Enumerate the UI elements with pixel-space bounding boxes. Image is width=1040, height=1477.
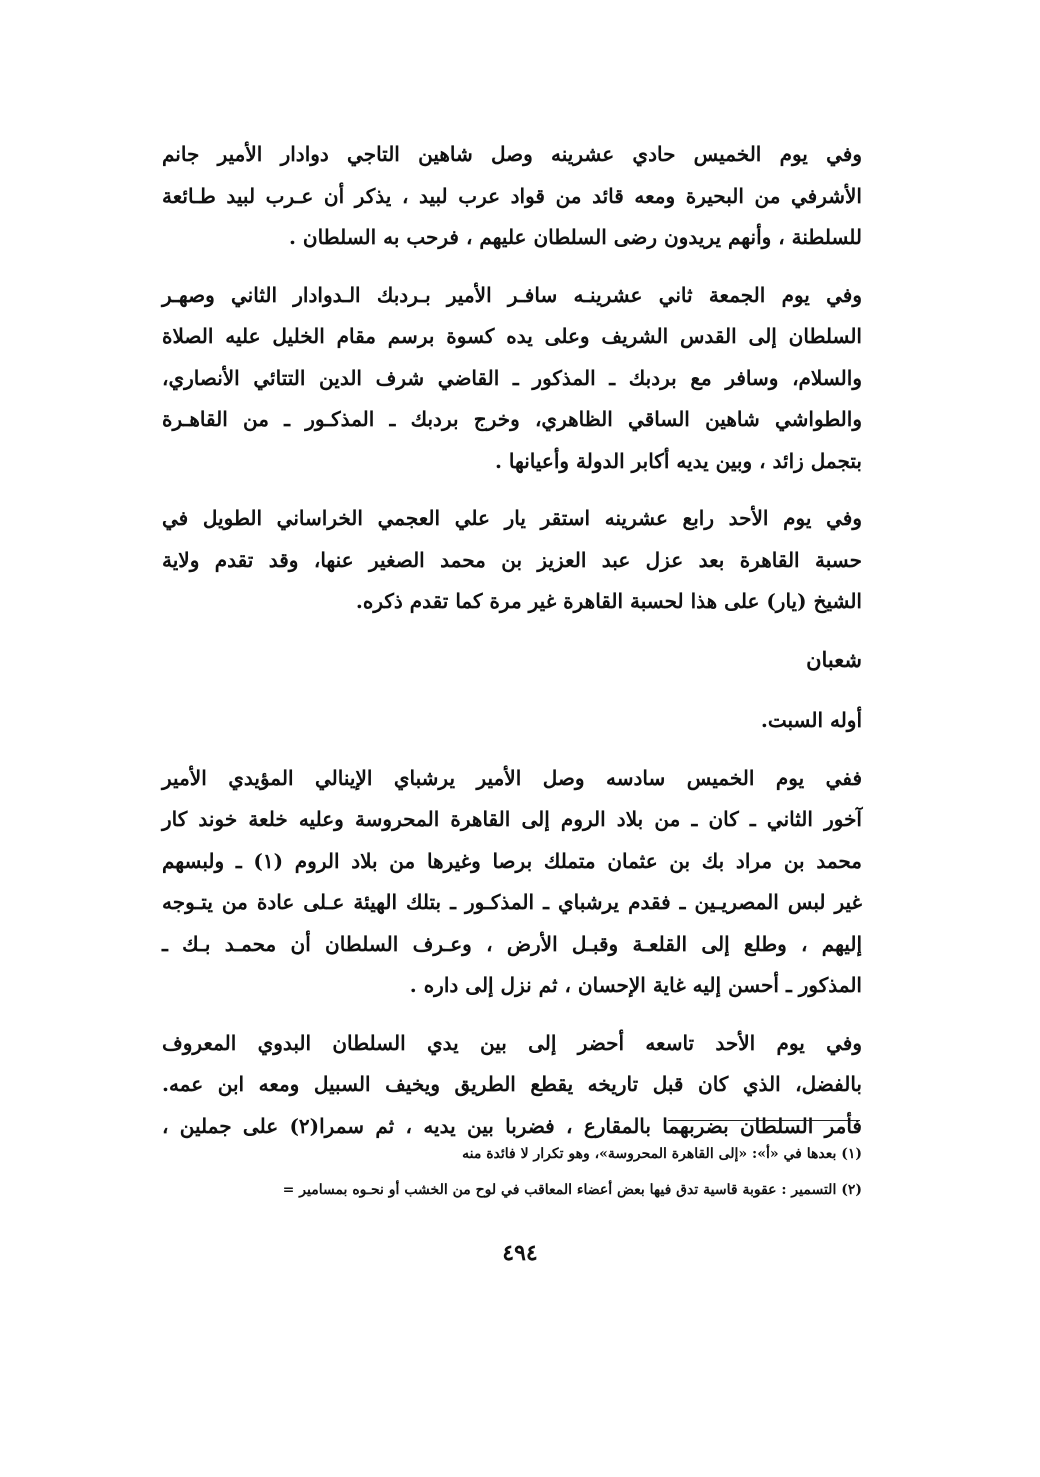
section-heading: شعبان bbox=[806, 646, 862, 672]
text-line: فأمر السلطان بضربهما بالمقارع ، فضربا بين يديه ، ثم سمرا(٢) على جملين ، bbox=[162, 1113, 862, 1138]
text-line: وفي يوم الأحد رابع عشرينه استقر يار علي العجمي الخراساني الطويل في bbox=[162, 506, 862, 530]
footnote-divider bbox=[668, 1120, 860, 1121]
text-line: السلطان إلى القدس الشريف وعلى يده كسوة برسم مقام الخليل عليه الصلاة bbox=[162, 324, 862, 348]
text-line: المذكور ـ أحسن إليه غاية الإحسان ، ثم نزل إلى داره . bbox=[409, 973, 862, 997]
paragraph-1 bbox=[162, 134, 862, 259]
text-line: والسلام، وسافر مع بردبك ـ المذكور ـ القاضي شرف الدين التتائي الأنصاري، bbox=[162, 365, 862, 390]
text-line: الشيخ (يار) على هذا لحسبة القاهرة غير مرة كما تقدم ذكره. bbox=[355, 589, 862, 613]
paragraph-2 bbox=[162, 275, 862, 483]
text-line: الأشرفي من البحيرة ومعه قائد من قواد عرب لبيد ، يذكر أن عـرب لبيد طـائعة bbox=[162, 183, 862, 208]
text-line: غير لبس المصريـين ـ فقدم يرشباي ـ المذكـور ـ بتلك الهيئة عـلى عادة من يتـوجه bbox=[162, 890, 862, 914]
text-line: للسلطنة ، وأنهم يريدون رضى السلطان عليهم ، فرحب به السلطان . bbox=[288, 225, 862, 249]
footnote-2: (٢) التسمير : عقوبة قاسية تدق فيها بعض أعضاء المعاقب في لوح من الخشب أو نحـوه بمسامير = bbox=[282, 1182, 862, 1198]
text-line: ففي يوم الخميس سادسه وصل الأمير يرشباي الإينالي المؤيدي الأمير bbox=[162, 765, 863, 790]
text-line: والطواشي شاهين الساقي الظاهري، وخرج بردبك ـ المذكـور ـ من القاهـرة bbox=[162, 407, 862, 431]
page-number: ٤٩٤ bbox=[502, 1240, 538, 1266]
footnotes bbox=[162, 1136, 862, 1208]
text-line: آخور الثاني ـ كان ـ من بلاد الروم إلى القاهرة المحروسة وعليه خلعة خوند كار bbox=[162, 807, 862, 831]
text-line: وفي يوم الأحد تاسعه أحضر إلى بين يدي السلطان البدوي المعروف bbox=[162, 1030, 862, 1055]
text-line: محمد بن مراد بك بن عثمان متملك برصا وغيرها من بلاد الروم (١) ـ ولبسهم bbox=[162, 848, 863, 873]
paragraph-6 bbox=[162, 1023, 862, 1148]
footnote-1: (١) بعدها في «أ»: «إلى القاهرة المحروسة»، وهو تكرار لا فائدة منه bbox=[462, 1146, 862, 1162]
text-line: أوله السبت. bbox=[760, 708, 862, 732]
text-line: وفي يوم الخميس حادي عشرينه وصل شاهين التاجي دوادار الأمير جانم bbox=[162, 142, 862, 166]
text-line: بالفضل، الذي كان قبل تاريخه يقطع الطريق ويخيف السبيل ومعه ابن عمه. bbox=[162, 1072, 862, 1096]
paragraph-4 bbox=[162, 700, 862, 742]
main-text bbox=[162, 134, 862, 1163]
text-line: وفي يوم الجمعة ثاني عشرينـه سافـر الأمير بـردبك الـدوادار الثاني وصهـر bbox=[162, 282, 862, 307]
paragraph-3 bbox=[162, 498, 862, 623]
paragraph-5 bbox=[162, 758, 862, 1007]
text-line: إليهم ، وطلع إلى القلعـة وقبـل الأرض ، وعـرف السلطان أن محمـد بـك ـ bbox=[162, 931, 862, 956]
text-line: بتجمل زائد ، وبين يديه أكابر الدولة وأعيانها . bbox=[494, 448, 862, 473]
text-line: حسبة القاهرة بعد عزل عبد العزيز بن محمد الصغير عنها، وقد تقدم ولاية bbox=[162, 547, 862, 572]
